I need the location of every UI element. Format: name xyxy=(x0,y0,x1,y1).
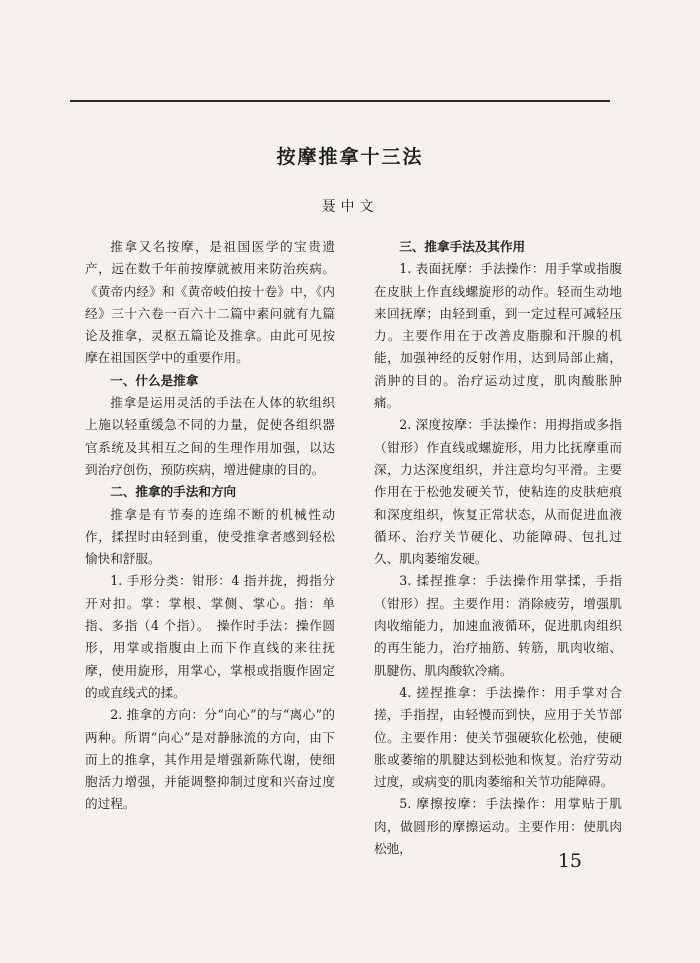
header-rule xyxy=(70,100,610,102)
paragraph: 推拿是运用灵活的手法在人体的软组织上施以轻重缓急不同的力量，促使各组织器官系统及其相互之间的生理作用加强，以达到治疗创伤，预防疾病，增进健康的目的。 xyxy=(85,395,335,477)
article-author: 聂中文 xyxy=(321,199,379,215)
left-column xyxy=(85,236,335,816)
paragraph: 2. 推拿的方向：分“向心”的与“离心”的两种。所谓“向心”是对静脉流的方向，由下而上的推拿，其作用是增强新陈代谢，使细胞活力增强，并能调整抑制过度和兴奋过度的过程。 xyxy=(85,707,335,812)
right-column xyxy=(374,236,622,860)
section-heading-2: 二、推拿的手法和方向 xyxy=(110,484,237,500)
article-title: 按摩推拿十三法 xyxy=(276,146,424,168)
page-number: 15 xyxy=(557,850,582,872)
section-heading-1: 一、什么是推拿 xyxy=(110,372,199,388)
paragraph: 5. 摩擦按摩：手法操作：用掌贴于肌肉，做圆形的摩擦运动。主要作用：使肌肉松弛， xyxy=(374,796,622,857)
paragraph: 3. 揉捏推拿：手法操作用掌揉，手指（钳形）捏。主要作用：消除疲劳，增强肌肉收缩能力，加速血液循环，促进肌肉组织的再生能力，治疗抽筋、转筋，肌肉收缩、肌腱伤、肌肉酸软冷痛。 xyxy=(374,573,622,678)
intro-paragraph: 推拿又名按摩，是祖国医学的宝贵遗产，远在数千年前按摩就被用来防治疾病。《黄帝内经》和《黄帝岐伯按十卷》中，《内经》三十六卷一百六十二篇中素问就有九篇论及推拿，灵枢五篇论及推拿。由此可见按摩在祖国医学中的重要作用。 xyxy=(85,239,335,366)
paragraph: 推拿是有节奏的连绵不断的机械性动作，揉捏时由轻到重，使受推拿者感到轻松愉快和舒服。 xyxy=(85,506,335,567)
paragraph: 4. 搓捏推拿：手法操作：用手掌对合搓，手指捏，由轻慢而到快，应用于关节部位。主要作用：使关节强硬软化松弛，使硬胀或萎缩的肌腱达到松弛和恢复。治疗劳动过度，或病变的肌肉萎缩和关节功能障碍。 xyxy=(374,684,622,790)
section-heading-3: 三、推拿手法及其作用 xyxy=(399,239,526,254)
paragraph: 1. 表面抚摩：手法操作：用手掌或指腹在皮肤上作直线螺旋形的动作。轻而生动地来回抚摩；由轻到重，到一定过程可减轻压力。主要作用在于改善皮脂腺和汗腺的机能，加强神经的反射作用，达到局部止痛，消肿的目的。治疗运动过度，肌肉酸胀肿痛。 xyxy=(374,261,622,411)
paragraph: 2. 深度按摩：手法操作：用拇指或多指（钳形）作直线或螺旋形，用力比抚摩重而深，力达深度组织，并注意均匀平滑。主要作用在于松弛发硬关节，使粘连的皮肤疤痕和深度组织，恢复正常状态，从而促进血液循环、治疗关节硬化、功能障碍、包扎过久、肌肉萎缩发硬。 xyxy=(374,417,622,567)
paragraph: 1. 手形分类：钳形：4 指并拢，拇指分开对扣。掌：掌根、掌侧、掌心。指：单指、多指（4 个指）。 操作时手法：操作圆形，用掌或指腹由上而下作直线的来往抚摩，使用旋形，用掌心，掌根或指腹作固定的或直线式的揉。 xyxy=(85,573,335,700)
